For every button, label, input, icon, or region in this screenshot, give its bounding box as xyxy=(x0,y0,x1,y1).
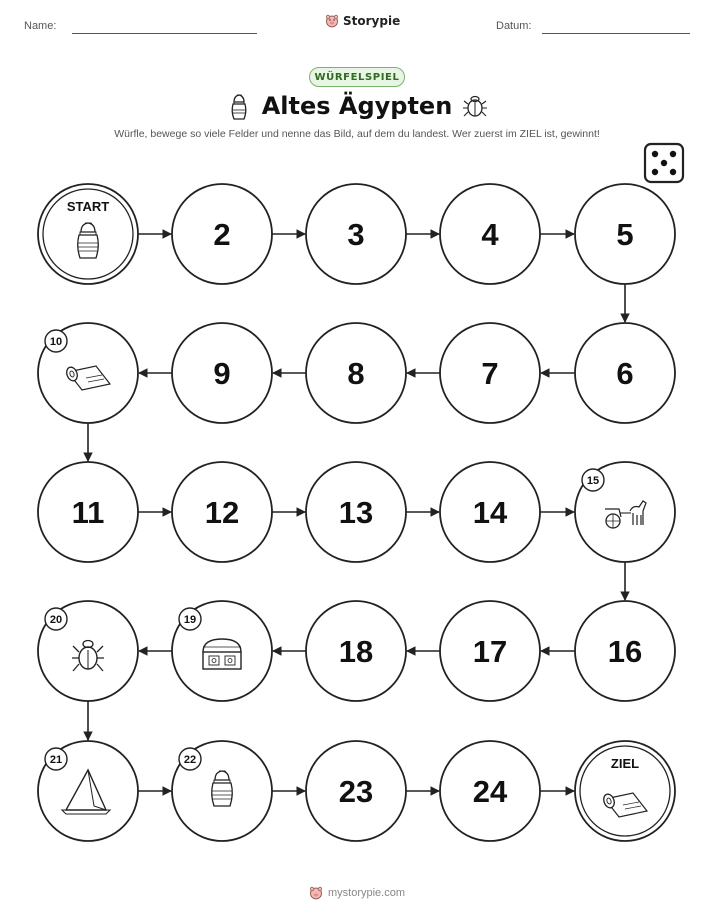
board-cell-15 xyxy=(575,462,675,562)
board-cell-23 xyxy=(306,741,406,841)
cell-number: 20 xyxy=(49,614,63,626)
board-cell-7 xyxy=(440,323,540,423)
date-label: Datum: xyxy=(496,20,532,32)
cell-number: 23 xyxy=(338,774,374,809)
cell-number: 11 xyxy=(71,495,105,530)
cell-number: 7 xyxy=(481,356,499,391)
cell-number: 12 xyxy=(204,495,240,530)
cell-number: 3 xyxy=(347,217,365,252)
board-cell-14 xyxy=(440,462,540,562)
cell-number: 19 xyxy=(183,614,197,626)
game-type-badge: WÜRFELSPIEL xyxy=(309,67,405,87)
pig-mascot-icon xyxy=(309,886,323,900)
cell-number: 22 xyxy=(183,754,197,766)
board-cell-16 xyxy=(575,601,675,701)
board-cell-6 xyxy=(575,323,675,423)
footer-url[interactable]: mystorypie.com xyxy=(327,887,406,899)
cell-number: 13 xyxy=(338,495,374,530)
cell-number: 15 xyxy=(586,475,600,487)
cell-number: 17 xyxy=(472,634,508,669)
cell-number: 6 xyxy=(616,356,634,391)
cell-number: 5 xyxy=(616,217,634,252)
board-cell-22 xyxy=(172,741,272,841)
brand-name: Storypie xyxy=(343,14,401,28)
start-label: START xyxy=(66,199,110,214)
board-cell-20 xyxy=(38,601,138,701)
cell-number: 8 xyxy=(347,356,365,391)
cell-number: 24 xyxy=(472,774,508,809)
cell-number: 18 xyxy=(338,634,374,669)
cell-number: 16 xyxy=(607,634,643,669)
board-cell-12 xyxy=(172,462,272,562)
cell-number: 9 xyxy=(213,356,231,391)
name-label: Name: xyxy=(24,20,57,32)
board-cell-1 xyxy=(38,184,138,284)
board-cell-4 xyxy=(440,184,540,284)
page-title: Altes Ägypten xyxy=(261,92,453,120)
board-cell-9 xyxy=(172,323,272,423)
board-cell-21 xyxy=(38,741,138,841)
board-cell-18 xyxy=(306,601,406,701)
board-cell-5 xyxy=(575,184,675,284)
finish-label: ZIEL xyxy=(610,756,640,771)
instructions: Würfle, bewege so viele Felder und nenne das Bild, auf dem du landest. Wer zuerst im ZIEL ist, gewinnt! xyxy=(114,128,600,140)
board-cell-17 xyxy=(440,601,540,701)
board-cell-25 xyxy=(575,741,675,841)
board-cell-2 xyxy=(172,184,272,284)
cell-number: 2 xyxy=(213,217,231,252)
board-cell-8 xyxy=(306,323,406,423)
board-cell-10 xyxy=(38,323,138,423)
board-cell-3 xyxy=(306,184,406,284)
board-cell-11 xyxy=(38,462,138,562)
board-cell-13 xyxy=(306,462,406,562)
board-cell-19 xyxy=(172,601,272,701)
cell-number: 4 xyxy=(481,217,499,252)
cell-number: 10 xyxy=(49,336,63,348)
footer xyxy=(0,886,714,900)
cell-number: 14 xyxy=(472,495,508,530)
cell-number: 21 xyxy=(49,754,63,766)
board-cell-24 xyxy=(440,741,540,841)
